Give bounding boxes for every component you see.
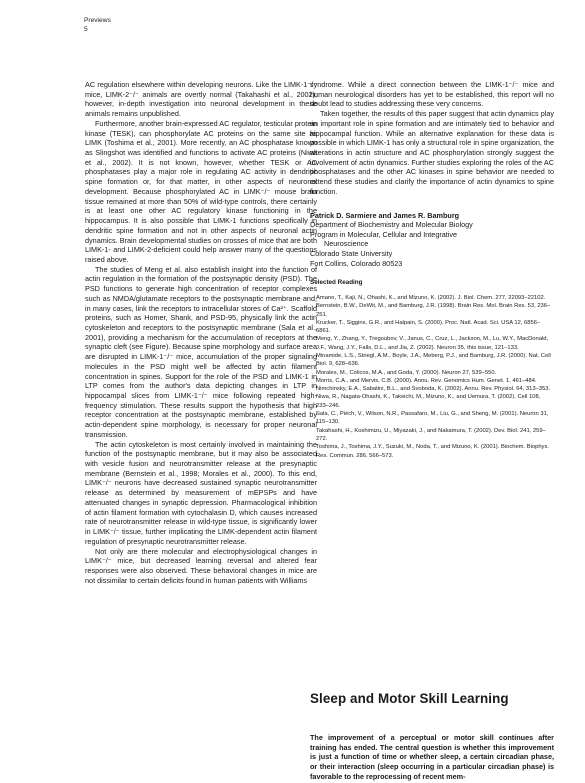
reference-list [310, 294, 554, 460]
paragraph: The actin cytoskeleton is most certainly involved in maintaining the function of the postsynaptic membrane, but it may also be associated with vesicle fusion and neurotransmitter release at the presynaptic membrane (Bernstein et al., 1998; Morales et al., 2000). To this end, LIMK⁻/⁻ neurons have decreased sustained synaptic neurotransmitter release as determined by measurement of mEPSPs and have attenuated changes in synaptic depression. Pharmacological inhibition of actin filament formation with cytochalasin D, which causes increased rate of neurotransmitter release in wild-type tissue, is significantly lower in LIMK⁻/⁻ tissue, further implicating the LIMK-dependent actin filament regulation of presynaptic neurotransmitter release. [85, 439, 317, 546]
paragraph: AC regulation elsewhere within developing neurons. Like the LIMK-1⁻/⁻ mice, LIMK-2⁻/⁻ animals are overtly normal (Takahashi et al., 2002); however, in-depth investigation into neuronal development in these animals remains unpublished. [85, 80, 317, 119]
reference: Morales, M., Colicos, M.A., and Goda, Y. (2000). Neuron 27, 539–550. [316, 369, 497, 376]
paragraph: The studies of Meng et al. also establish insight into the function of actin regulation in the formation of the postsynaptic density (PSD). The PSD functions to generate high concentration of receptor complexes such as NMDA/glutamate receptors to the postsynaptic membrane and, in many cases, link the receptors to intracellular stores of Ca²⁺. Scaffold proteins, such as Homer, Shank, and PSD-95, physically link the actin cytoskeleton and receptors to the postsynaptic membrane (Sala et al., 2001), providing a mechanism for the accumulation of receptors at the synaptic cleft (see Figure). Because spine morphology and surface area are disrupted in LIMK-1⁻/⁻ mice, accumulation of the proper signaling molecules in the PSD might well be affected by actin filament concentration in spines. Support for the role of the PSD and LIMK-1 in LTP comes from the author's data depicting changes in LTP in hippocampal slices from LIMK-1⁻/⁻ mice following repeated high-frequency stimulation. These results support the hypothesis that high receptor concentration at the postsynaptic membrane, established by actin-dependent spine morphology, is necessary for proper neuronal transmission. [85, 264, 317, 439]
reference: Minamide, L.S., Striegl, A.M., Boyle, J.A., Meberg, P.J., and Bamburg, J.R. (2000). Nat. Cell Biol. 9, 628–636. [316, 352, 551, 368]
header-section: Previews [84, 17, 111, 24]
right-column [310, 80, 554, 460]
reference: Krucker, T., Siggins, G.R., and Halpain, S. (2000). Proc. Natl. Acad. Sci. USA 12, 6856–6861. [316, 319, 541, 335]
author-department: Department of Biochemistry and Molecular Biology [310, 220, 473, 230]
author-program-cont: Neuroscience [324, 239, 369, 249]
reference: Takahashi, H., Koshimizu, U., Miyazaki, J., and Nakamura, T. (2002). Dev. Biol. 241, 259–272. [316, 427, 546, 442]
running-header [84, 17, 111, 34]
reference: Morris, C.A., and Mervis, C.B. (2000). Annu. Rev. Genomics Hum. Genet. 1, 461–484. [316, 377, 537, 384]
reference: Sala, C., Piéch, V., Wilson, N.R., Passafaro, M., Liu, G., and Sheng, M. (2001). Neuron 31, 115–130. [316, 411, 549, 426]
section-title: Sleep and Motor Skill Learning [310, 691, 509, 706]
paragraph: Not only are there molecular and electrophysiological changes in LIMK⁻/⁻ mice, but decreased learning reversal and altered fear responses were also observed. These behavioral changes in mice are not dissimilar to certain deficits found in human patients with Williams [85, 546, 317, 585]
reference: Nimchinsky, E.A., Sabatini, B.L., and Svoboda, K. (2002). Annu. Rev. Physiol. 64, 313–353. [316, 386, 551, 393]
reference: Amano, T., Kaji, N., Ohashi, K., and Mizuno, K. (2002). J. Biol. Chem. 277, 22093–22102. [316, 294, 546, 301]
paragraph: Furthermore, another brain-expressed AC regulator, testicular protein kinase (TESK), can phosphorylate AC proteins on the same site as LIMK (Toshima et al., 2001). More recently, an AC phosphatase known as Slingshot was identified and functions to activate AC proteins (Niwa et al., 2002). It is not known, however, whether TESK or AC phosphatases play a major role in regulating AC activity in dendritic spine formation or, for that matter, in other aspects of neuronal development. Because phosphorylated AC in LIMK⁻/⁻ mouse brain tissue remained at more than 50% of wild-type controls, there certainly is at least one other AC regulatory kinase functioning in the hippocampus. It is also possible that LIMK-1 functions specifically in dendritic spine formation and not in other aspects of neuronal actin dynamics. Brain developmental studies on crosses of mice that are both LIMK-1- and LIMK-2-deficient could help answer many of the questions raised above. [85, 118, 317, 264]
author-university: Colorado State University [310, 249, 393, 258]
author-program: Program in Molecular, Cellular and Integrative [310, 229, 458, 239]
author-names: Patrick D. Sarmiere and James R. Bamburg [310, 210, 460, 220]
left-column [85, 80, 317, 585]
section-abstract: The improvement of a perceptual or motor skill continues after training has ended. The central question is whether this improvement is just a function of time or whether sleep, a certain circadian phase, or their interaction (sleep occurring in a particular circadian phase) is favorable to the reprocessing of recent mem- [310, 733, 554, 781]
reference: Meng, Y., Zhang, Y., Tregoubov, V., Janus, C., Cruz, L., Jackson, M., Lu, W.Y., MacDonald, J.F., Wang, J.Y., Falls, D.L., and Jia, Z. (2002). Neuron 35, this issue, 121–133. [316, 336, 549, 351]
author-city: Fort Collins, Colorado 80523 [310, 258, 403, 268]
selected-reading-heading: Selected Reading [310, 279, 363, 287]
paragraph: Taken together, the results of this paper suggest that actin dynamics play an important role in spine formation and are intimately tied to behavior and hippocampal function. While an alternative explanation for these data is possible in which LIMK-1 has only a structural role in spine organization, the alterations in actin structure and AC phosphorylation strongly suggest the involvement of actin dynamics. Further studies exploring the roles of the AC phosphatases and the other AC kinases in spine behavior are needed to extend these studies and clarify the importance of actin dynamics to spine function. [310, 109, 554, 196]
author-block [310, 211, 554, 269]
paragraph: syndrome. While a direct connection between the LIMK-1⁻/⁻ mice and human neurological disorders has yet to be established, this report will no doubt lead to studies addressing these very concerns. [310, 80, 554, 109]
reference: Bernstein, B.W., DeWit, M., and Bamburg, J.R. (1998). Brain Res. Mol. Brain Res. 53, 236–251. [316, 303, 551, 318]
reference: Niwa, R., Nagata-Ohashi, K., Takeichi, M., Mizuno, K., and Uemura, T. (2002). Cell 108, 233–246. [316, 394, 541, 409]
header-page-number: 5 [84, 25, 88, 33]
reference: Toshima, J., Toshima, J.Y., Suzuki, M., Noda, T., and Mizuno, K. (2001). Biochem. Biophys. Res. Commun. 286, 566–573. [316, 444, 549, 459]
